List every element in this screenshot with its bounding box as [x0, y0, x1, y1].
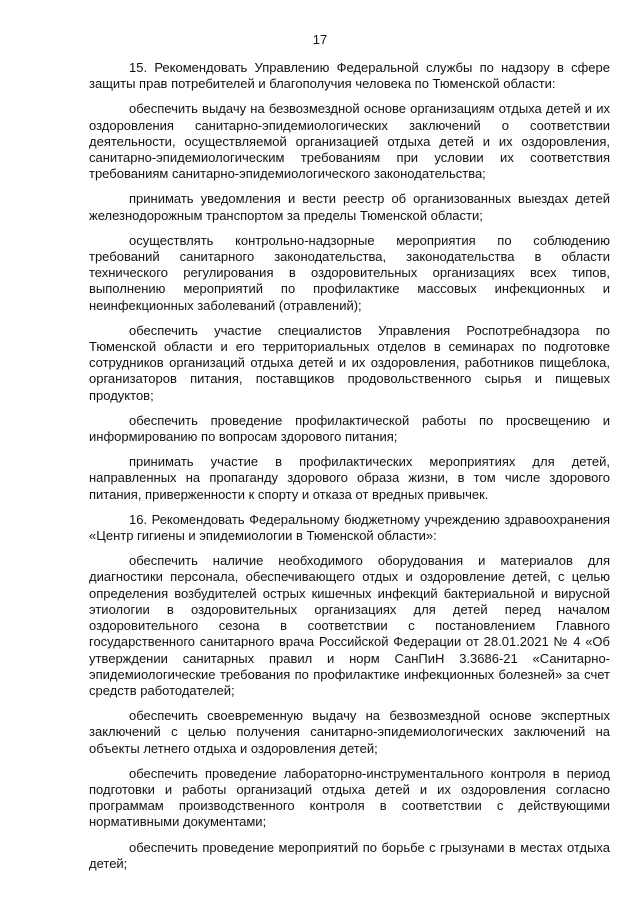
paragraph-item: обеспечить участие специалистов Управления Роспотребнадзора по Тюменской области и его территориальных отделов в семинарах по подготовке сотрудников организаций отдыха детей и их оздоровления, работников пищеблока, организаторов питания, поставщиков продовольственного сырья и пищевых продуктов;: [89, 322, 610, 403]
paragraph-item: осуществлять контрольно-надзорные мероприятия по соблюдению требований санитарного законодательства, законодательства в области технического регулирования в оздоровительных организациях всех типов, выполнению мероприятий по профилактике массовых инфекционных и неинфекционных заболеваний (отравлений);: [89, 232, 610, 313]
paragraph-item: принимать уведомления и вести реестр об организованных выездах детей железнодорожным транспортом за пределы Тюменской области;: [89, 191, 610, 223]
paragraph-item: обеспечить наличие необходимого оборудования и материалов для диагностики персонала, обеспечивающего отдых и оздоровление детей, с целью определения возбудителей острых кишечных инфекций бактериальной и вирусной этиологии в оздоровительных организациях для детей перед началом оздоровительного сезона в соответствии с постановлением Главного государственного санитарного врача Российской Федерации от 28.01.2021 № 4 «Об утверждении санитарных правил и норм СанПиН 3.3686-21 «Санитарно-эпидемиологические требования по профилактике инфекционных болезней» за счет средств работодателей;: [89, 553, 610, 698]
document-body: [89, 60, 610, 881]
paragraph-item: обеспечить проведение лабораторно-инструментального контроля в период подготовки и работы организаций отдыха детей и их оздоровления согласно программам производственного контроля в соответствии с действующими нормативными документами;: [89, 765, 610, 830]
paragraph-item: обеспечить выдачу на безвозмездной основе организациям отдыха детей и их оздоровления санитарно-эпидемиологических заключений о соответствии деятельности, осуществляемой организацией отдыха детей и их оздоровления, санитарно-эпидемиологическим требованиям при условии их соответствия требованиям санитарно-эпидемиологического законодательства;: [89, 101, 610, 182]
paragraph-item: обеспечить проведение мероприятий по борьбе с грызунами в местах отдыха детей;: [89, 839, 610, 871]
paragraph-item: обеспечить проведение профилактической работы по просвещению и информированию по вопросам здорового питания;: [89, 412, 610, 445]
paragraph-item: обеспечить своевременную выдачу на безвозмездной основе экспертных заключений с целью получения санитарно-эпидемиологических заключений на объекты летнего отдыха и оздоровления детей;: [89, 708, 610, 756]
page-number: 17: [312, 32, 328, 47]
paragraph-item: принимать участие в профилактических мероприятиях для детей, направленных на пропаганду здорового образа жизни, в том числе здорового питания, приверженности к спорту и отказа от вредных привычек.: [89, 454, 610, 502]
paragraph-16-heading: 16. Рекомендовать Федеральному бюджетному учреждению здравоохранения «Центр гигиены и эпидемиологии в Тюменской области»:: [89, 511, 610, 544]
paragraph-15-heading: 15. Рекомендовать Управлению Федеральной службы по надзору в сфере защиты прав потребителей и благополучия человека по Тюменской области:: [89, 60, 610, 92]
